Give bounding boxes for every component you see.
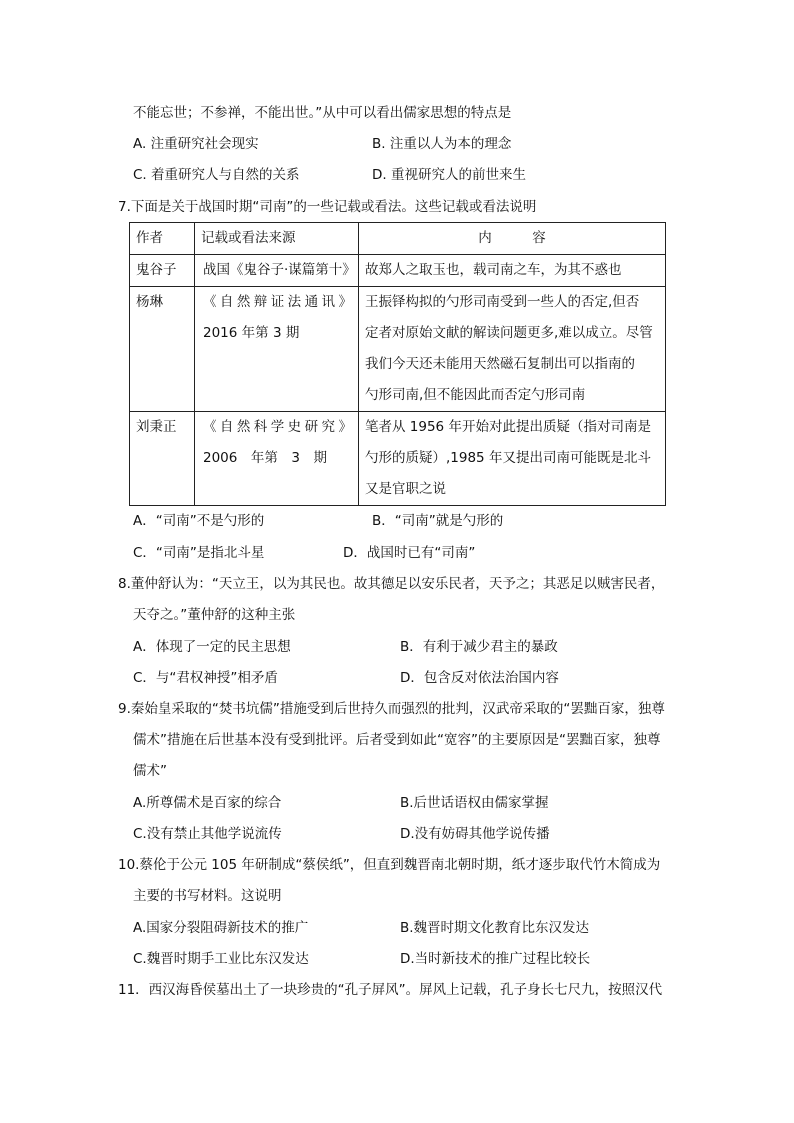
header-author: 作者 bbox=[130, 223, 195, 255]
q6-option-d: D. 重视研究人的前世来生 bbox=[372, 167, 526, 183]
q7-option-b: B．“司南”就是勺形的 bbox=[372, 513, 504, 529]
q9-option-a: A.所尊儒术是百家的综合 bbox=[133, 795, 282, 811]
content-line: 笔者从 1956 年开始对此提出质疑（指对司南是 bbox=[365, 419, 651, 435]
q7-option-c: C．“司南”是指北斗星 bbox=[133, 545, 265, 561]
q11-stem-line-1: 11．西汉海昏侯墓出土了一块珍贵的“孔子屏风”。屏风上记载，孔子身长七尺九，按照汉代 bbox=[118, 982, 663, 998]
q10-option-d: D.当时新技术的推广过程比较长 bbox=[400, 951, 591, 967]
q8-option-c: C．与“君权神授”相矛盾 bbox=[133, 670, 278, 686]
content-line: 又是官职之说 bbox=[365, 481, 446, 497]
q7-option-a: A．“司南”不是勺形的 bbox=[133, 513, 265, 529]
q6-stem-tail: 不能忘世；不参禅，不能出世。”从中可以看出儒家思想的特点是 bbox=[133, 105, 512, 121]
q6-option-b: B. 注重以人为本的理念 bbox=[372, 136, 512, 152]
source-line: 战国《鬼谷子·谋篇第十》 bbox=[203, 262, 356, 278]
q9-stem-line-2: 儒术”措施在后世基本没有受到批评。后者受到如此“宽容”的主要原因是“罢黜百家，独尊 bbox=[133, 732, 661, 748]
row-source bbox=[195, 287, 359, 412]
q8-option-b: B．有利于减少君主的暴政 bbox=[400, 639, 558, 655]
table-row bbox=[130, 412, 666, 506]
q9-stem-line-3: 儒术” bbox=[133, 763, 167, 779]
row-author: 杨琳 bbox=[130, 287, 195, 412]
table-header-row bbox=[130, 223, 666, 255]
content-line: 王振铎构拟的勺形司南受到一些人的否定,但否 bbox=[365, 294, 640, 310]
row-content bbox=[359, 287, 666, 412]
q10-option-a: A.国家分裂阻碍新技术的推广 bbox=[133, 920, 309, 936]
table-row bbox=[130, 287, 666, 412]
q10-option-b: B.魏晋时期文化教育比东汉发达 bbox=[400, 920, 590, 936]
row-content bbox=[359, 412, 666, 506]
q9-option-c: C.没有禁止其他学说流传 bbox=[133, 826, 282, 842]
q9-stem-line-1: 9.秦始皇采取的“焚书坑儒”措施受到后世持久而强烈的批判，汉武帝采取的“罢黜百家，独尊 bbox=[118, 701, 665, 717]
content-line: 勺形司南,但不能因此而否定勺形司南 bbox=[365, 387, 586, 403]
content-line: 定者对原始文献的解读问题更多,难以成立。尽管 bbox=[365, 325, 653, 341]
content-line: 勺形的质疑）,1985 年又提出司南可能既是北斗 bbox=[365, 450, 651, 466]
q10-stem-line-2: 主要的书写材料。这说明 bbox=[133, 888, 282, 904]
q7-option-d: D．战国时已有“司南” bbox=[343, 545, 476, 561]
source-line: 《自然科学史研究》 bbox=[203, 419, 352, 435]
q10-stem-line-1: 10.蔡伦于公元 105 年研制成“蔡侯纸”，但直到魏晋南北朝时期，纸才逐步取代竹木简成为 bbox=[118, 857, 661, 873]
content-line: 故郑人之取玉也，载司南之车，为其不惑也 bbox=[365, 262, 622, 278]
q6-option-c: C. 着重研究人与自然的关系 bbox=[133, 167, 300, 183]
q9-option-b: B.后世话语权由儒家掌握 bbox=[400, 795, 549, 811]
row-content bbox=[359, 255, 666, 287]
row-source bbox=[195, 255, 359, 287]
row-author: 鬼谷子 bbox=[130, 255, 195, 287]
row-source bbox=[195, 412, 359, 506]
q9-option-d: D.没有妨碍其他学说传播 bbox=[400, 826, 550, 842]
q8-stem-line-1: 8.董仲舒认为：“天立王，以为其民也。故其德足以安乐民者，天予之；其恶足以贼害民者， bbox=[118, 576, 665, 592]
table-row bbox=[130, 255, 666, 287]
q7-record-table bbox=[129, 222, 666, 506]
q10-option-c: C.魏晋时期手工业比东汉发达 bbox=[133, 951, 309, 967]
q8-stem-line-2: 天夺之。”董仲舒的这种主张 bbox=[133, 607, 296, 623]
q8-option-a: A．体现了一定的民主思想 bbox=[133, 639, 291, 655]
source-line: 《自然辩证法通讯》 bbox=[203, 294, 352, 310]
q6-option-a: A. 注重研究社会现实 bbox=[133, 136, 259, 152]
q7-stem: 7.下面是关于战国时期“司南”的一些记载或看法。这些记载或看法说明 bbox=[118, 199, 537, 215]
header-source: 记载或看法来源 bbox=[195, 223, 359, 255]
row-author: 刘秉正 bbox=[130, 412, 195, 506]
q8-option-d: D．包含反对依法治国内容 bbox=[400, 670, 559, 686]
header-content: 内 容 bbox=[359, 223, 666, 255]
content-line: 我们今天还未能用天然磁石复制出可以指南的 bbox=[365, 356, 635, 372]
source-line: 2016 年第 3 期 bbox=[203, 325, 300, 341]
source-line: 2006 年第 3 期 bbox=[203, 450, 327, 466]
